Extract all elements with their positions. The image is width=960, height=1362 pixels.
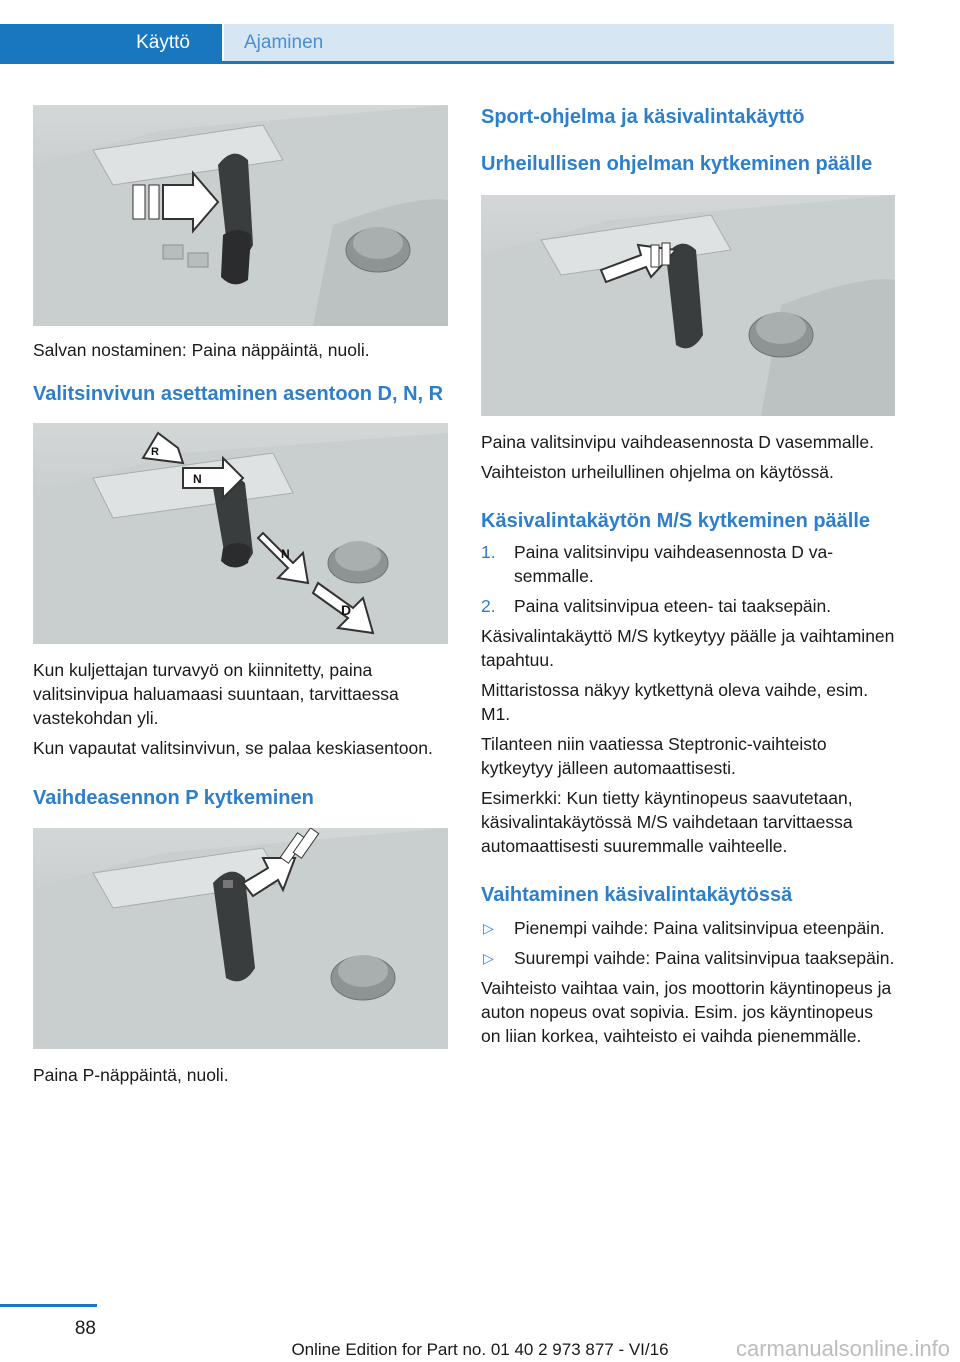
paragraph: Kun kuljettajan turvavyö on kiinnitetty, paina valitsinvipua haluamaasi suuntaan, tarvittaessa vastekohdan yli.: [33, 660, 399, 728]
gear-lever-figure-release: [33, 105, 448, 326]
left-column: [33, 105, 448, 1087]
step-text: Paina valitsinvipu vaihdeasennosta D vasemmalle.: [514, 542, 834, 586]
step-number: 2.: [481, 596, 496, 616]
triangle-bullet-icon: ▷: [483, 950, 494, 966]
paragraph: Vaihteiston urheilullinen ohjelma on käytössä.: [481, 462, 834, 482]
header-rule: [0, 61, 894, 64]
page-number: 88: [74, 1318, 96, 1339]
bullet-text: Pienempi vaihde: Paina valitsinvipua eteenpäin.: [514, 918, 885, 938]
section-heading: Vaihtaminen käsivalintakäytössä: [481, 884, 793, 906]
gear-lever-figure-park: [33, 828, 448, 1049]
step-text: Paina valitsinvipua eteen- tai taaksepäin.: [514, 596, 832, 616]
gear-lever-figure-sport: [481, 195, 895, 416]
paragraph: Vaihteisto vaihtaa vain, jos moottorin käyntinopeus ja auton nopeus ovat sopivia. Esim. jos käyntinopeus on liian korkea, vaihteisto ei vaihda pienemmälle.: [481, 978, 892, 1046]
section-heading: Urheilullisen ohjelman kytkeminen päälle: [481, 153, 873, 175]
label-d: D: [341, 602, 352, 618]
paragraph: Kun vapautat valitsinvivun, se palaa keskiasentoon.: [33, 738, 433, 758]
paragraph: Esimerkki: Kun tietty käyntinopeus saavutetaan, käsivalintakäytössä M/S vaihdetaan tarvittaessa automaattisesti suuremmalle vaihteelle.: [481, 788, 853, 856]
paragraph: Mittaristossa näkyy kytkettynä oleva vaihde, esim. M1.: [481, 680, 869, 724]
section-heading: Valitsinvivun asettaminen asentoon D, N, R: [33, 383, 444, 405]
section-heading: Käsivalintakäytön M/S kytkeminen päälle: [481, 510, 871, 532]
watermark: carmanualsonline.info: [735, 1336, 950, 1361]
paragraph: Käsivalintakäyttö M/S kytkeytyy päälle ja vaihtaminen tapahtuu.: [481, 626, 895, 670]
footer-rule: [0, 1304, 97, 1307]
list-item: [481, 540, 895, 588]
bullet-list: [481, 916, 895, 970]
list-item: [481, 946, 895, 970]
label-r: R: [151, 446, 159, 458]
paragraph: Tilanteen niin vaatiessa Steptronic-vaihteisto kytkeytyy jälleen automaattisesti.: [481, 734, 827, 778]
main-heading: Sport-ohjelma ja käsivalintakäyttö: [481, 106, 805, 128]
header-subsection-tab: Ajaminen: [224, 24, 894, 62]
steps-list: [481, 540, 895, 618]
gear-lever-figure-positions: [33, 423, 448, 644]
bullet-text: Suurempi vaihde: Paina valitsinvipua taaksepäin.: [514, 948, 895, 968]
step-number: 1.: [481, 542, 496, 562]
edition-info: Online Edition for Part no. 01 40 2 973 877 - VI/16: [291, 1340, 669, 1359]
paragraph: Paina valitsinvipu vaihdeasennosta D vasemmalle.: [481, 432, 874, 452]
label-n-upper: N: [193, 472, 202, 486]
header-section-tab: Käyttö: [0, 24, 222, 62]
triangle-bullet-icon: ▷: [483, 920, 494, 936]
label-n-lower: N: [281, 547, 290, 561]
list-item: [481, 594, 895, 618]
figure-caption: Paina P-näppäintä, nuoli.: [33, 1065, 229, 1085]
list-item: [481, 916, 895, 940]
section-heading: Vaihdeasennon P kytkeminen: [33, 787, 314, 809]
right-column: [481, 105, 895, 1048]
figure-caption: Salvan nostaminen: Paina näppäintä, nuoli.: [33, 340, 370, 360]
